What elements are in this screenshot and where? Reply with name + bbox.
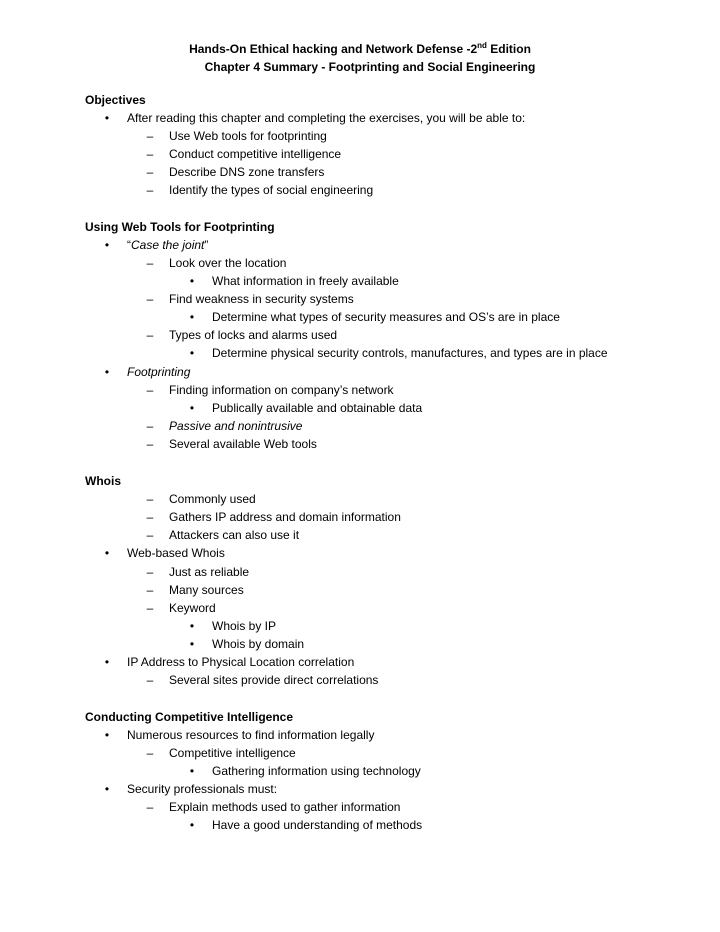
heading-text: Using Web Tools for Footprinting [85, 220, 275, 234]
close-quote: ” [204, 238, 209, 252]
italic-term: Case the joint [131, 238, 205, 252]
list-item-text: Keyword [169, 601, 216, 615]
list-item-text: Describe DNS zone transfers [169, 165, 325, 179]
heading-text: Whois [85, 474, 121, 488]
list-item-text [127, 236, 208, 254]
list-item-text: Several available Web tools [169, 437, 317, 451]
dash-marker: – [146, 419, 154, 433]
bullet-marker: • [189, 619, 195, 633]
section-heading-competitive-intelligence [85, 708, 293, 726]
dash-marker: – [146, 328, 154, 342]
dash-marker: – [146, 165, 154, 179]
heading-text: Objectives [85, 93, 146, 107]
dash-marker: – [146, 583, 154, 597]
list-item-text: After reading this chapter and completing the exercises, you will be able to: [127, 111, 526, 125]
dash-marker: – [146, 129, 154, 143]
open-quote: “ [127, 238, 131, 252]
dash-marker: – [146, 601, 154, 615]
bullet-marker: • [104, 655, 110, 669]
list-item-text: Conduct competitive intelligence [169, 147, 342, 161]
list-item-text: Web-based Whois [127, 546, 225, 560]
dash-marker: – [146, 673, 154, 687]
list-item-text: Publically available and obtainable data [212, 401, 423, 415]
dash-marker: – [146, 292, 154, 306]
list-item-text: Finding information on company’s network [169, 383, 394, 397]
list-item-text: Security professionals must: [127, 782, 278, 796]
list-item-text: Use Web tools for footprinting [169, 129, 327, 143]
bullet-marker: • [189, 274, 195, 288]
dash-marker: – [146, 437, 154, 451]
bullet-marker: • [189, 310, 195, 324]
list-item-text: Types of locks and alarms used [169, 328, 338, 342]
title-suffix: Edition [486, 42, 531, 56]
dash-marker: – [146, 510, 154, 524]
list-item-text: Determine what types of security measures and OS’s are in place [212, 310, 560, 324]
list-item-text: Explain methods used to gather information [169, 800, 401, 814]
list-item-text: Look over the location [169, 256, 287, 270]
list-item-text: Determine physical security controls, manufactures, and types are in place [212, 346, 608, 360]
bullet-marker: • [189, 818, 195, 832]
subtitle-text: Chapter 4 Summary - Footprinting and Social Engineering [204, 60, 536, 74]
bullet-marker: • [189, 346, 195, 360]
list-item-text: Commonly used [169, 492, 256, 506]
heading-text: Conducting Competitive Intelligence [85, 710, 294, 724]
dash-marker: – [146, 183, 154, 197]
document-subtitle [0, 60, 720, 74]
dash-marker: – [146, 746, 154, 760]
list-item-text: Gathering information using technology [212, 764, 421, 778]
list-item-text: Passive and nonintrusive [169, 419, 303, 433]
list-item-text: Identify the types of social engineering [169, 183, 374, 197]
list-item-text: Whois by IP [212, 619, 277, 633]
list-item-text: Whois by domain [212, 637, 305, 651]
document-title [0, 42, 720, 56]
bullet-marker: • [104, 238, 110, 252]
bullet-marker: • [189, 764, 195, 778]
list-item-text: What information in freely available [212, 274, 399, 288]
section-heading-objectives [85, 91, 146, 109]
list-item-text: Several sites provide direct correlations [169, 673, 379, 687]
bullet-marker: • [104, 365, 110, 379]
list-item-text: Gathers IP address and domain information [169, 510, 401, 524]
list-item-text: Have a good understanding of methods [212, 818, 423, 832]
dash-marker: – [146, 492, 154, 506]
dash-marker: – [146, 800, 154, 814]
list-item-text: Competitive intelligence [169, 746, 296, 760]
title-text: Hands-On Ethical hacking and Network Defense -2 [189, 42, 478, 56]
list-item-text: Attackers can also use it [169, 528, 300, 542]
bullet-marker: • [189, 401, 195, 415]
title-superscript: nd [477, 41, 487, 50]
dash-marker: – [146, 528, 154, 542]
section-heading-web-tools [85, 218, 275, 236]
bullet-marker: • [104, 782, 110, 796]
list-item-text: Numerous resources to find information legally [127, 728, 375, 742]
bullet-marker: • [189, 637, 195, 651]
dash-marker: – [146, 147, 154, 161]
list-item-text: Find weakness in security systems [169, 292, 354, 306]
bullet-marker: • [104, 111, 110, 125]
dash-marker: – [146, 256, 154, 270]
section-heading-whois [85, 472, 121, 490]
list-item-text: Footprinting [127, 365, 191, 379]
dash-marker: – [146, 383, 154, 397]
list-item-text: Many sources [169, 583, 244, 597]
bullet-marker: • [104, 546, 110, 560]
dash-marker: – [146, 565, 154, 579]
bullet-marker: • [104, 728, 110, 742]
list-item-text: Just as reliable [169, 565, 250, 579]
list-item-text: IP Address to Physical Location correlation [127, 655, 355, 669]
